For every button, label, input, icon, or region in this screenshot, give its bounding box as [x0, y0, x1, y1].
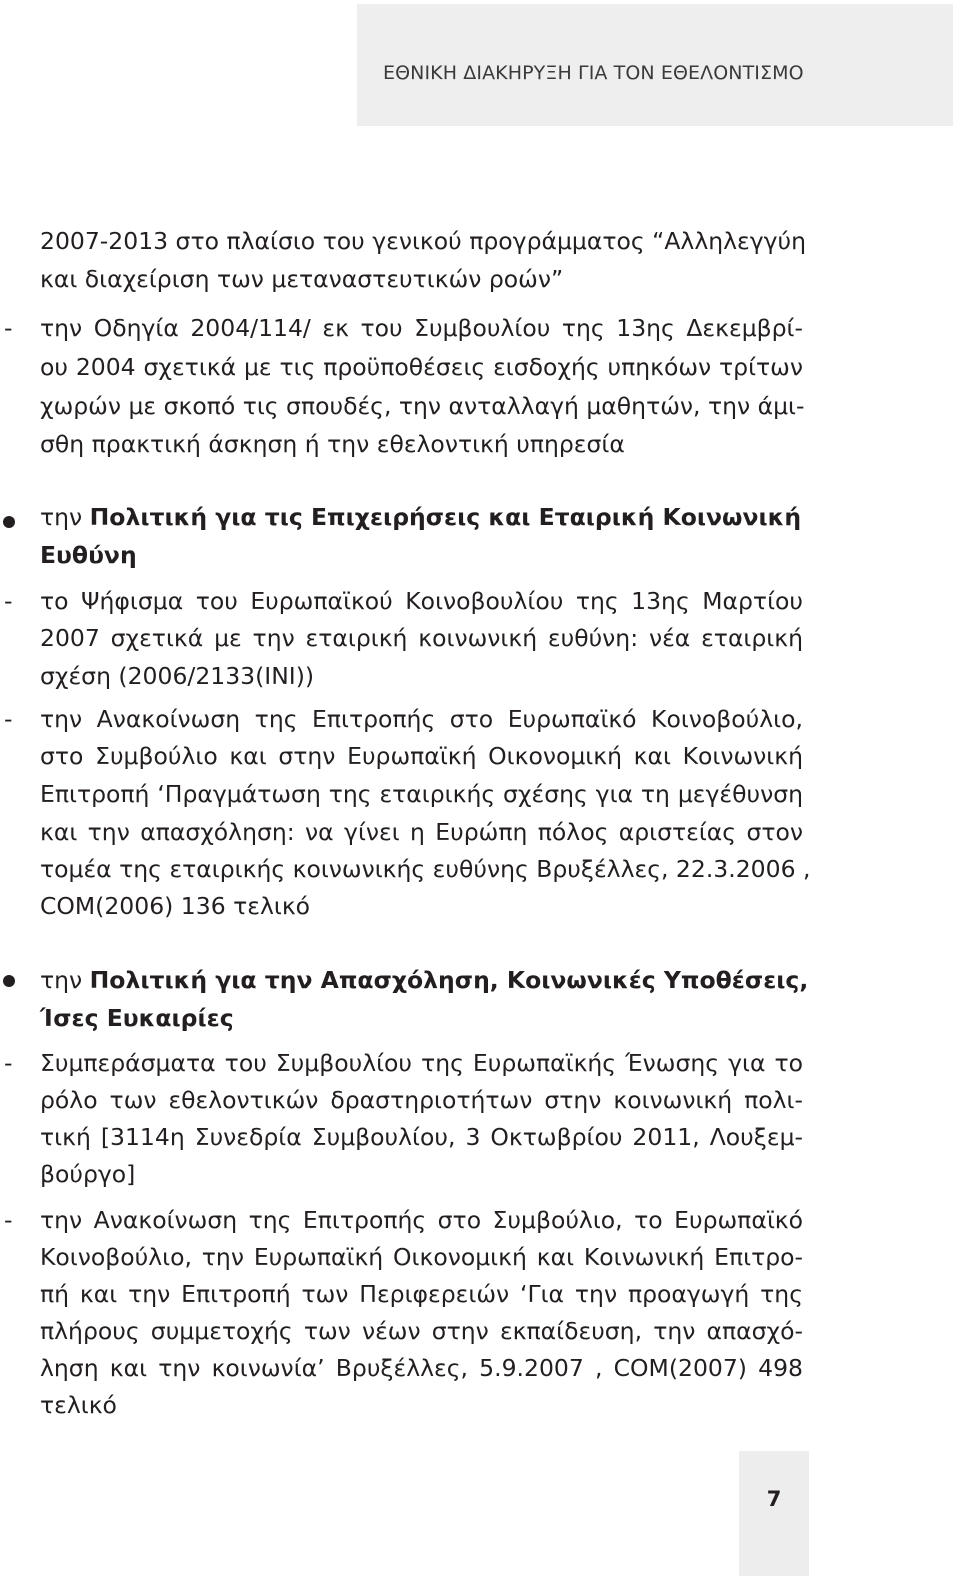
paragraph-line: και διαχείριση των μεταναστευτικών ροών” [40, 265, 564, 293]
bullet-icon [3, 516, 15, 528]
page-number-tab [739, 1451, 809, 1576]
list-item-line: Συμπεράσματα του Συμβουλίου της Ευρωπαϊκής Ένωσης για το [40, 1049, 803, 1077]
dash-marker: - [4, 705, 13, 733]
list-item-line: σχέση (2006/2133(ΙΝΙ)) [40, 662, 315, 690]
dash-marker: - [4, 1049, 13, 1077]
list-item-line: ληση και την κοινωνία’ Βρυξέλλες, 5.9.2007 , COM(2007) 498 [40, 1354, 803, 1382]
list-item-line: και την απασχόληση: να γίνει η Ευρώπη πόλος αριστείας στον [40, 818, 803, 846]
list-item-line: τική [3114η Συνεδρία Συμβουλίου, 3 Οκτωβρίου 2011, Λουξεμ- [40, 1123, 803, 1151]
dash-marker: - [4, 1206, 13, 1234]
list-item-line: ρόλο των εθελοντικών δραστηριοτήτων στην κοινωνική πολι- [40, 1086, 803, 1114]
list-item-line: βούργο] [40, 1160, 136, 1188]
bullet-icon [3, 975, 15, 987]
list-item-line: COM(2006) 136 τελικό [40, 892, 311, 920]
list-item-line: χωρών με σκοπό τις σπουδές, την ανταλλαγή μαθητών, την άμι- [40, 392, 805, 420]
list-item-line: πή και την Επιτροπή των Περιφερειών ‘Για την προαγωγή της [40, 1280, 803, 1308]
paragraph-line: 2007-2013 στο πλαίσιο του γενικού προγράμματος “Αλληλεγγύη [40, 227, 807, 255]
section-heading: Πολιτική για τις Επιχειρήσεις και Εταιρική Κοινωνική [89, 503, 802, 531]
dash-marker: - [4, 314, 13, 342]
list-item-line: ου 2004 σχετικά με τις προϋποθέσεις εισδοχής υπηκόων τρίτων [40, 353, 803, 381]
list-item-line: την Ανακοίνωση της Επιτροπής στο Συμβούλιο, το Ευρωπαϊκό [40, 1206, 803, 1234]
list-item-line: Επιτροπή ‘Πραγμάτωση της εταιρικής σχέσης για τη μεγέθυνση [40, 780, 803, 808]
list-item-line: πλήρους συμμετοχής των νέων στην εκπαίδευση, την απασχό- [40, 1317, 803, 1345]
section-prefix: την [40, 503, 90, 531]
section-prefix: την [40, 966, 90, 994]
section-heading-line [40, 966, 809, 994]
list-item-line: τελικό [40, 1391, 117, 1419]
list-item-line: την Οδηγία 2004/114/ εκ του Συμβουλίου της 13ης Δεκεμβρί- [40, 314, 803, 342]
running-header: ΕΘΝΙΚΗ ΔΙΑΚΗΡΥΞΗ ΓΙΑ ΤΟΝ ΕΘΕΛΟΝΤΙΣΜΟ [383, 62, 804, 84]
list-item-line: την Ανακοίνωση της Επιτροπής στο Ευρωπαϊκό Κοινοβούλιο, [40, 705, 803, 733]
list-item-line: στο Συμβούλιο και στην Ευρωπαϊκή Οικονομική και Κοινωνική [40, 742, 803, 770]
list-item-line: τομέα της εταιρικής κοινωνικής ευθύνης Βρυξέλλες, 22.3.2006 , [40, 855, 811, 883]
section-heading: Πολιτική για την Απασχόληση, Κοινωνικές Υποθέσεις, [89, 966, 809, 994]
section-heading-line: Ευθύνη [40, 541, 137, 569]
page-number: 7 [766, 1487, 782, 1511]
list-item-line: το Ψήφισμα του Ευρωπαϊκού Κοινοβουλίου της 13ης Μαρτίου [40, 587, 803, 615]
dash-marker: - [4, 587, 13, 615]
list-item-line: σθη πρακτική άσκηση ή την εθελοντική υπηρεσία [40, 430, 625, 458]
section-heading-line [40, 503, 803, 531]
list-item-line: Κοινοβούλιο, την Ευρωπαϊκή Οικονομική και Κοινωνική Επιτρο- [40, 1243, 803, 1271]
section-heading-line: Ίσες Ευκαιρίες [40, 1004, 234, 1032]
list-item-line: 2007 σχετικά με την εταιρική κοινωνική ευθύνη: νέα εταιρική [40, 624, 803, 652]
